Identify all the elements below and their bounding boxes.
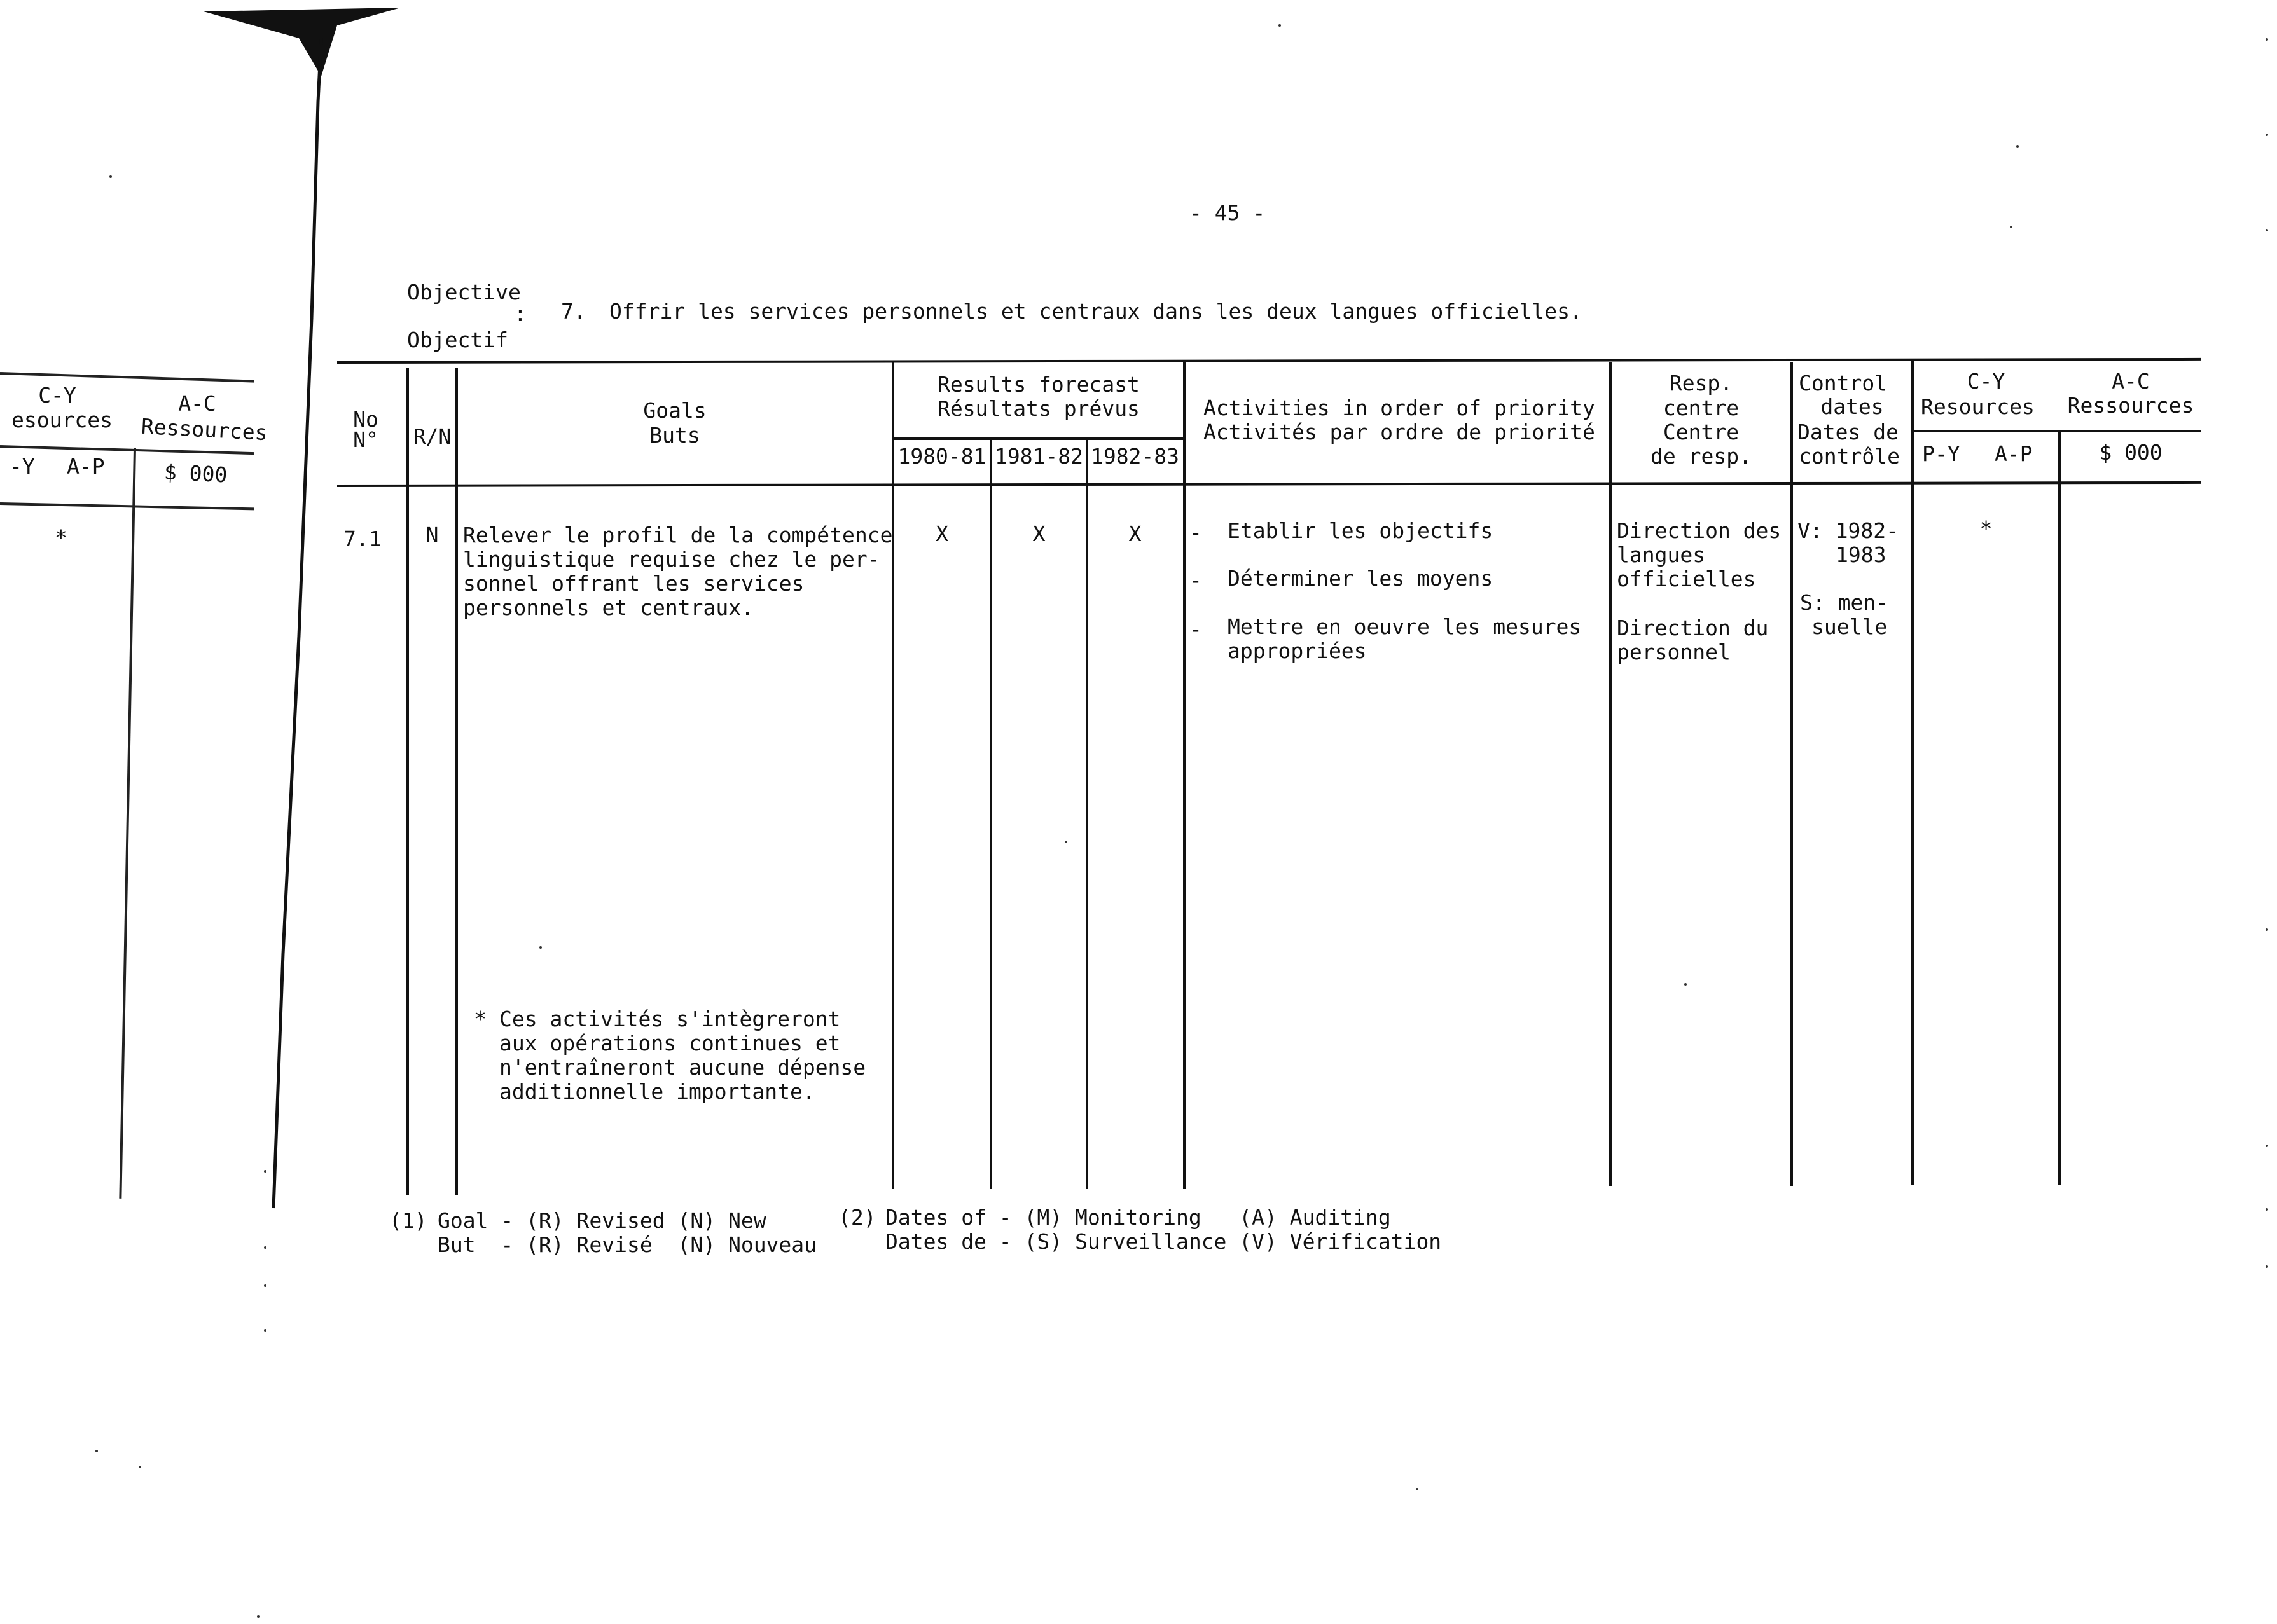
header-resp-1: Resp. <box>1669 371 1733 396</box>
speck <box>2266 38 2268 41</box>
header-control-1: Control <box>1799 371 1888 396</box>
frag-ap: A-P <box>67 454 105 479</box>
speck <box>2266 928 2268 931</box>
row-rn: N <box>426 523 439 547</box>
col-rule-resp <box>1790 362 1793 1186</box>
frag-cy-header: C-Y <box>38 383 76 408</box>
note-star: * <box>474 1007 487 1031</box>
col-rule-results <box>1183 362 1186 1189</box>
header-resp-4: de resp. <box>1651 444 1752 469</box>
row-result-2: X <box>1032 521 1046 546</box>
row-resp-1-line-1: Direction des <box>1617 518 1782 543</box>
page-binding-edge <box>0 0 445 1624</box>
note-line-3: n'entraîneront aucune dépense <box>499 1055 866 1080</box>
row-control-v-1: V: 1982- <box>1797 518 1899 543</box>
header-goals-fr: Buts <box>649 423 700 448</box>
frag-resources-partial: esources <box>11 408 113 432</box>
speck <box>1065 841 1067 843</box>
speck <box>2010 226 2012 228</box>
page-number: - 45 - <box>1189 200 1266 225</box>
row-control-s-1: S: men- <box>1800 590 1889 615</box>
row-goal-line-4: personnels et centraux. <box>463 595 754 620</box>
row-control-v-2: 1983 <box>1836 542 1886 567</box>
speck <box>139 1466 141 1468</box>
row-goal-line-1: Relever le profil de la compétence <box>463 523 893 547</box>
note-line-4: additionnelle importante. <box>499 1079 815 1104</box>
row-resp-2-line-2: personnel <box>1617 640 1731 664</box>
header-no-fr: N° <box>353 427 378 452</box>
activity-1-bullet: - <box>1189 520 1202 545</box>
col-rule-y1 <box>990 439 992 1189</box>
speck <box>2266 229 2268 231</box>
row-resp-1-line-3: officielles <box>1617 567 1756 591</box>
col-rule-no <box>406 368 409 1195</box>
objective-text: Offrir les services personnels et centraux dans les deux langues officielles. <box>609 299 1582 324</box>
footnote-2-fr: Dates de - (S) Surveillance (V) Vérification <box>885 1229 1442 1254</box>
row-goal-line-2: linguistique requise chez le per- <box>463 547 880 572</box>
activity-1-text: Etablir les objectifs <box>1228 518 1493 543</box>
col-rule-control <box>1911 361 1914 1185</box>
speck <box>2266 1145 2268 1147</box>
row-control-s-2: suelle <box>1811 614 1888 639</box>
speck <box>264 1246 266 1249</box>
speck <box>95 1450 98 1452</box>
frag-py: -Y <box>10 454 35 479</box>
speck <box>2016 145 2019 148</box>
col-rule-rn <box>455 368 458 1195</box>
header-resp-3: Centre <box>1663 420 1740 444</box>
row-resp-2-line-1: Direction du <box>1617 616 1769 640</box>
header-no-en: No <box>353 407 378 432</box>
speck <box>264 1329 266 1332</box>
header-control-2: dates <box>1820 394 1884 419</box>
col-rule-activities <box>1609 362 1612 1186</box>
header-control-3: Dates de <box>1797 420 1899 444</box>
frag-ac-header: A-C <box>178 391 216 416</box>
header-resp-2: centre <box>1663 396 1740 420</box>
header-activities-en: Activities in order of priority <box>1203 396 1595 420</box>
header-year-1: 1980-81 <box>897 444 986 469</box>
speck <box>2266 1265 2268 1268</box>
footnote-1-marker: (1) <box>389 1208 427 1233</box>
speck <box>264 1284 266 1287</box>
header-goals-en: Goals <box>643 398 707 423</box>
frag-dollars: $ 000 <box>163 459 228 488</box>
header-ac-ressources: Ressources <box>2067 393 2194 418</box>
row-cy-asterisk: * <box>1979 516 1993 541</box>
objective-label-fr: Objectif <box>407 327 508 352</box>
row-result-1: X <box>936 521 948 546</box>
header-year-3: 1982-83 <box>1090 444 1180 469</box>
speck <box>2266 134 2268 136</box>
speck <box>109 175 112 178</box>
speck <box>257 1615 260 1618</box>
header-results-en: Results forecast <box>938 372 1140 397</box>
resources-sub-rule <box>1911 430 2201 432</box>
speck <box>1684 983 1687 986</box>
header-results-fr: Résultats prévus <box>938 396 1140 421</box>
objective-label-en: Objective <box>407 280 521 305</box>
row-result-3: X <box>1128 521 1142 546</box>
header-cy-resources: Resources <box>1921 394 2035 419</box>
col-rule-cy <box>2058 431 2061 1185</box>
results-sub-rule <box>892 437 1183 440</box>
footnote-1-fr: But - (R) Revisé (N) Nouveau <box>438 1232 817 1257</box>
header-ap: A-P <box>1995 441 2033 466</box>
activity-2-bullet: - <box>1189 568 1202 593</box>
frag-asterisk: * <box>55 525 67 550</box>
note-line-1: Ces activités s'intègreront <box>499 1007 841 1031</box>
speck <box>1278 24 1281 27</box>
col-rule-y2 <box>1086 439 1088 1189</box>
header-year-2: 1981-82 <box>994 444 1084 469</box>
frag-ressources: Ressources <box>141 413 268 446</box>
row-number: 7.1 <box>343 526 382 551</box>
col-rule-goals <box>892 362 894 1189</box>
activity-2-text: Déterminer les moyens <box>1228 566 1493 591</box>
header-activities-fr: Activités par ordre de priorité <box>1203 420 1595 444</box>
binding-shadow <box>204 8 401 76</box>
speck <box>2266 1208 2268 1211</box>
objective-separator: : <box>514 301 527 326</box>
header-control-4: contrôle <box>1799 444 1900 469</box>
header-bottom-rule <box>337 481 2201 487</box>
table-top-rule <box>337 358 2201 364</box>
activity-3-text-2: appropriées <box>1228 638 1367 663</box>
row-goal-line-3: sonnel offrant les services <box>463 571 805 596</box>
footnote-2-en: Dates of - (M) Monitoring (A) Auditing <box>885 1205 1391 1230</box>
header-cy: C-Y <box>1967 369 2005 394</box>
speck <box>1416 1488 1418 1490</box>
row-resp-1-line-2: langues <box>1617 542 1706 567</box>
speck <box>264 1170 266 1173</box>
note-line-2: aux opérations continues et <box>499 1031 841 1056</box>
activity-3-bullet: - <box>1189 617 1202 642</box>
footnote-1-en: Goal - (R) Revised (N) New <box>438 1208 766 1233</box>
footnote-2-marker: (2) <box>838 1205 876 1230</box>
header-py: P-Y <box>1922 441 1960 466</box>
header-dollars: $ 000 <box>2099 440 2163 465</box>
binding-curve <box>273 38 321 1208</box>
header-ac: A-C <box>2112 369 2150 394</box>
objective-number: 7. <box>561 299 586 324</box>
activity-3-text-1: Mettre en oeuvre les mesures <box>1228 614 1582 639</box>
header-rn: R/N <box>413 424 452 449</box>
speck <box>539 946 542 949</box>
